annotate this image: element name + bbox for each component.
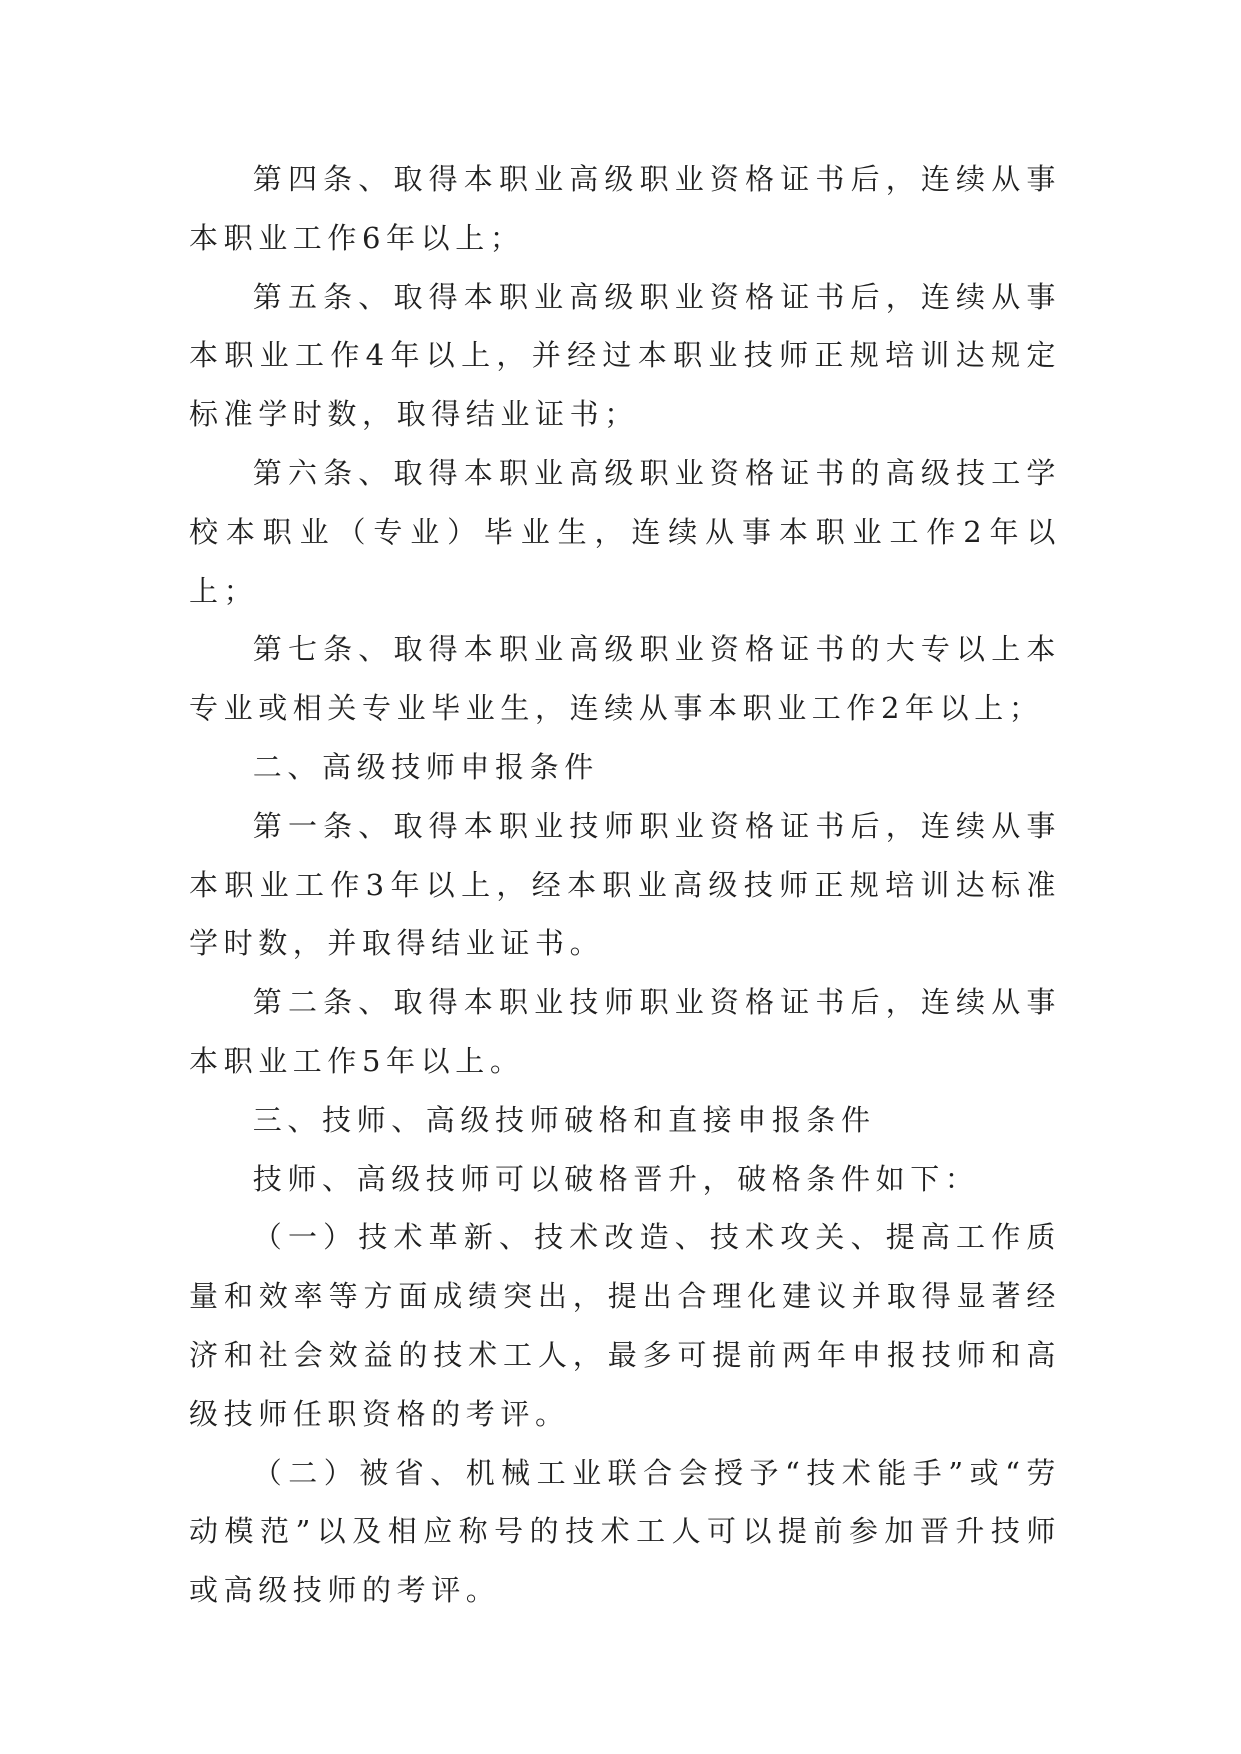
paragraph-senior-article-1: 第一条、取得本职业技师职业资格证书后，连续从事本职业工作3年以上，经本职业高级技师正规培训达标准学时数，并取得结业证书。 <box>189 808 1061 961</box>
section-heading-exceptional-promotion: 三、技师、高级技师破格和直接申报条件 <box>252 1102 876 1137</box>
paragraph-exceptional-intro: 技师、高级技师可以破格晋升，破格条件如下： <box>252 1161 980 1196</box>
document-body <box>189 150 1061 1620</box>
paragraph-exceptional-item-2: （二）被省、机械工业联合会授予“技术能手”或“劳动模范”以及相应称号的技术工人可以提前参加晋升技师或高级技师的考评。 <box>189 1455 1061 1608</box>
paragraph-article-6: 第六条、取得本职业高级职业资格证书的高级技工学校本职业（专业）毕业生，连续从事本职业工作2年以上； <box>189 455 1061 608</box>
paragraph-senior-article-2: 第二条、取得本职业技师职业资格证书后，连续从事本职业工作5年以上。 <box>189 985 1061 1078</box>
section-heading-senior-technician: 二、高级技师申报条件 <box>252 749 599 784</box>
paragraph-exceptional-item-1: （一）技术革新、技术改造、技术攻关、提高工作质量和效率等方面成绩突出，提出合理化建议并取得显著经济和社会效益的技术工人，最多可提前两年申报技师和高级技师任职资格的考评。 <box>189 1220 1061 1431</box>
paragraph-article-5: 第五条、取得本职业高级职业资格证书后，连续从事本职业工作4年以上，并经过本职业技师正规培训达规定标准学时数，取得结业证书； <box>189 279 1061 432</box>
paragraph-article-7: 第七条、取得本职业高级职业资格证书的大专以上本专业或相关专业毕业生，连续从事本职业工作2年以上； <box>189 632 1061 726</box>
paragraph-article-4: 第四条、取得本职业高级职业资格证书后，连续从事本职业工作6年以上； <box>189 162 1061 255</box>
